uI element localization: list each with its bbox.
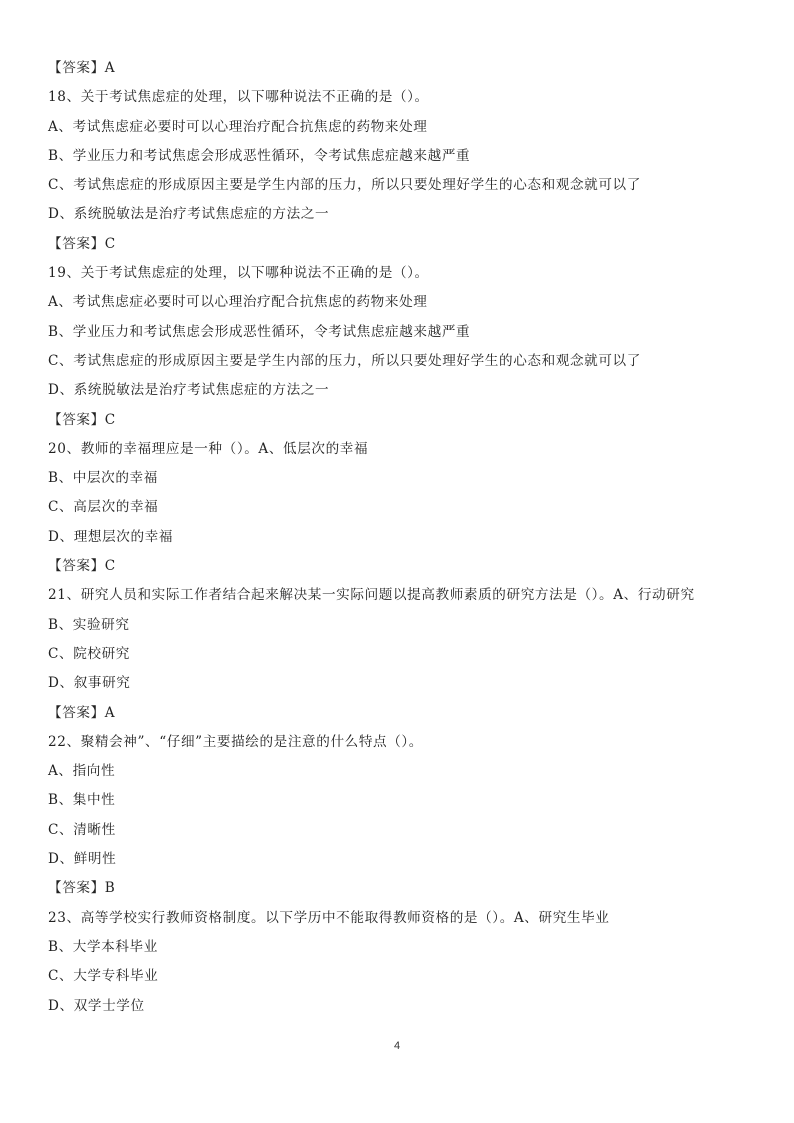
question-content: [48, 54, 748, 1021]
option-line: A、考试焦虑症必要时可以心理治疗配合抗焦虑的药物来处理: [48, 118, 428, 135]
answer-line: 【答案】C: [48, 411, 116, 428]
option-line: D、系统脱敏法是治疗考试焦虑症的方法之一: [48, 382, 330, 399]
answer-line: 【答案】A: [48, 60, 116, 76]
question-22: 22、聚精会神”、“仔细”主要描绘的是注意的什么特点（）。: [48, 733, 423, 750]
option-line: B、中层次的幸福: [48, 470, 158, 487]
page-number: 4: [393, 1040, 401, 1052]
option-line: B、学业压力和考试焦虑会形成恶性循环，令考试焦虑症越来越严重: [48, 323, 471, 340]
option-line: C、大学专科毕业: [48, 968, 159, 985]
option-line: B、实验研究: [48, 616, 130, 633]
option-line: B、大学本科毕业: [48, 938, 158, 955]
question-19: 19、关于考试焦虑症的处理，以下哪种说法不正确的是（）。: [48, 265, 429, 282]
answer-line: 【答案】A: [48, 704, 116, 721]
option-line: D、理想层次的幸福: [48, 528, 174, 545]
option-line: C、考试焦虑症的形成原因主要是学生内部的压力，所以只要处理好学生的心态和观念就可以了: [48, 177, 641, 194]
answer-line: 【答案】C: [48, 558, 116, 575]
option-line: A、指向性: [48, 763, 116, 780]
answer-line: 【答案】B: [48, 880, 116, 897]
question-21: 21、研究人员和实际工作者结合起来解决某一实际问题以提高教师素质的研究方法是（）。A、行动研究: [48, 587, 695, 604]
option-line: B、学业压力和考试焦虑会形成恶性循环，令考试焦虑症越来越严重: [48, 147, 471, 164]
question-23: 23、高等学校实行教师资格制度。以下学历中不能取得教师资格的是（）。A、研究生毕业: [48, 909, 610, 926]
option-line: C、考试焦虑症的形成原因主要是学生内部的压力，所以只要处理好学生的心态和观念就可以了: [48, 352, 641, 369]
option-line: A、考试焦虑症必要时可以心理治疗配合抗焦虑的药物来处理: [48, 294, 428, 311]
question-20: 20、教师的幸福理应是一种（）。A、低层次的幸福: [48, 440, 369, 457]
option-line: C、清晰性: [48, 821, 116, 838]
option-line: C、院校研究: [48, 645, 130, 662]
option-line: D、鲜明性: [48, 851, 117, 868]
option-line: D、双学士学位: [48, 997, 145, 1014]
option-line: C、高层次的幸福: [48, 499, 159, 516]
option-line: B、集中性: [48, 792, 116, 809]
answer-line: 【答案】C: [48, 235, 116, 252]
option-line: D、叙事研究: [48, 675, 131, 692]
option-line: D、系统脱敏法是治疗考试焦虑症的方法之一: [48, 206, 330, 223]
question-18: 18、关于考试焦虑症的处理，以下哪种说法不正确的是（）。: [48, 89, 429, 106]
